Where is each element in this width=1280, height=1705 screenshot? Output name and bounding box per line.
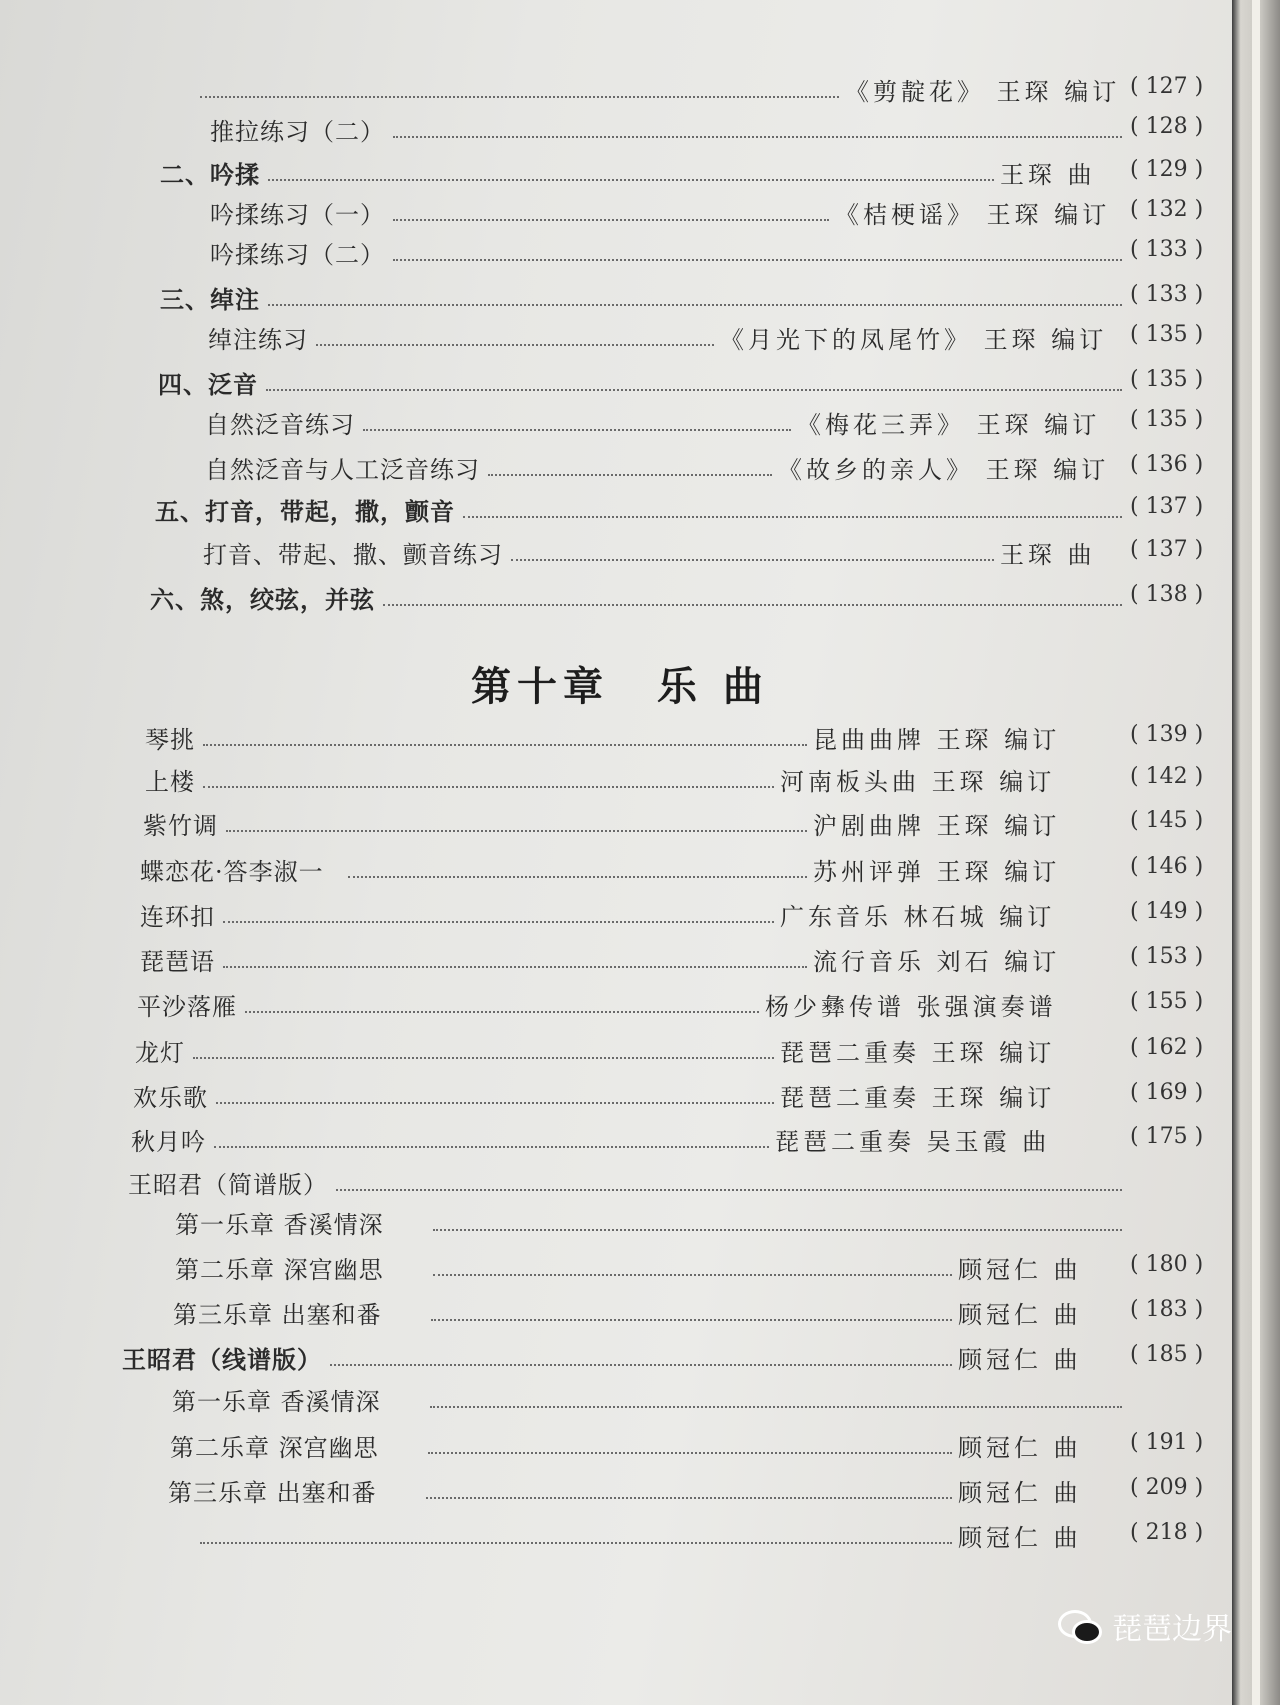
page-number: 191 <box>1145 1430 1188 1455</box>
page-number: 137 <box>1145 537 1188 562</box>
toc-entry <box>0 1473 1240 1515</box>
toc-entry <box>0 1205 1240 1247</box>
toc-entry-title: 琵琶语 <box>140 948 215 976</box>
toc-entry-page: ( 139 ) <box>1130 722 1204 747</box>
toc-entry-title: 第二乐章 深宫幽思 <box>175 1256 384 1284</box>
toc-entry-title: 六、煞，绞弦，并弦 <box>150 585 375 614</box>
toc-entry-credit: 王琛 曲 <box>1000 541 1096 569</box>
page-number: 132 <box>1145 197 1188 222</box>
toc-entry <box>0 720 1240 762</box>
toc-entry-page: ( 175 ) <box>1130 1124 1204 1149</box>
toc-entry-title: 自然泛音与人工泛音练习 <box>205 456 480 484</box>
page-number: 136 <box>1145 452 1188 477</box>
leader-dots <box>203 786 774 788</box>
toc-entry-credit: 流行音乐 刘石 编订 <box>813 948 1061 976</box>
toc-entry <box>0 492 1240 534</box>
page-number: 142 <box>1145 764 1188 789</box>
toc-entry-credit: 苏州评弹 王琛 编订 <box>813 858 1061 886</box>
toc-entry <box>0 1518 1240 1560</box>
leader-dots <box>330 1364 952 1366</box>
toc-entry-title: 琴挑 <box>145 726 195 754</box>
leader-dots <box>200 1542 952 1544</box>
toc-entry-page: ( 191 ) <box>1130 1430 1204 1455</box>
page-number: 138 <box>1145 582 1188 607</box>
toc-entry-credit: 顾冠仁 曲 <box>958 1346 1082 1374</box>
toc-entry-credit: 王琛 曲 <box>1000 161 1096 189</box>
leader-dots <box>216 1102 774 1104</box>
toc-entry-title: 五、打音，带起，撒，颤音 <box>155 497 455 526</box>
toc-entry <box>0 1033 1240 1075</box>
toc-entry-credit: 顾冠仁 曲 <box>958 1301 1082 1329</box>
page-number: 218 <box>1145 1520 1188 1545</box>
toc-entry-page: ( 135 ) <box>1130 367 1204 392</box>
toc-entry <box>0 365 1240 407</box>
toc-entry <box>0 942 1240 984</box>
watermark <box>1058 1604 1232 1648</box>
chapter-title: 乐 曲 <box>657 663 769 710</box>
toc-entry-credit: 顾冠仁 曲 <box>958 1256 1082 1284</box>
page-number: 145 <box>1145 808 1188 833</box>
chapter-heading <box>0 655 1240 712</box>
page-number: 209 <box>1145 1475 1188 1500</box>
toc-entry-page: ( 218 ) <box>1130 1520 1204 1545</box>
toc-entry-credit: 《故乡的亲人》 王琛 编订 <box>778 456 1110 484</box>
toc-entry-credit: 广东音乐 林石城 编订 <box>780 903 1056 931</box>
watermark-text: 琵琶边界 <box>1112 1612 1232 1647</box>
toc-entry-credit: 顾冠仁 曲 <box>958 1524 1082 1552</box>
toc-entry <box>0 112 1240 154</box>
toc-entry <box>0 1122 1240 1164</box>
toc-entry-credit: 杨少彝传谱 张强演奏谱 <box>765 993 1057 1021</box>
toc-entry <box>0 1250 1240 1292</box>
toc-entry-page: ( 149 ) <box>1130 899 1204 924</box>
toc-entry <box>0 280 1240 322</box>
toc-entry <box>0 1295 1240 1337</box>
leader-dots <box>223 966 807 968</box>
leader-dots <box>511 559 994 561</box>
toc-entry-page: ( 127 ) <box>1130 74 1204 99</box>
page-number: 133 <box>1145 282 1188 307</box>
leader-dots <box>431 1319 952 1321</box>
toc-entry-credit: 《剪靛花》 王琛 编订 <box>845 78 1121 106</box>
leader-dots <box>214 1146 769 1148</box>
toc-entry-title: 吟揉练习（一） <box>210 201 385 229</box>
leader-dots <box>426 1497 952 1499</box>
leader-dots <box>463 516 1122 518</box>
toc-entry <box>0 1340 1240 1382</box>
leader-dots <box>363 429 791 431</box>
leader-dots <box>268 304 1122 306</box>
toc-entry <box>0 987 1240 1029</box>
toc-entry-title: 龙灯 <box>135 1039 185 1067</box>
toc-entry-page: ( 169 ) <box>1130 1080 1204 1105</box>
toc-entry <box>0 580 1240 622</box>
toc-entry <box>0 1165 1240 1207</box>
toc-entry <box>0 195 1240 237</box>
toc-entry-page: ( 180 ) <box>1130 1252 1204 1277</box>
toc-entry <box>0 852 1240 894</box>
page-number: 137 <box>1145 494 1188 519</box>
toc-entry-title: 第三乐章 出塞和番 <box>173 1301 382 1329</box>
toc-entry-title: 上楼 <box>145 768 195 796</box>
toc-entry-title: 打音、带起、撒、颤音练习 <box>203 541 503 569</box>
toc-entry-credit: 《桔梗谣》 王琛 编订 <box>835 201 1111 229</box>
toc-entry-title: 王昭君（简谱版） <box>128 1171 328 1199</box>
toc-entry-page: ( 162 ) <box>1130 1035 1204 1060</box>
toc-entry <box>0 405 1240 447</box>
toc-entry-title: 第一乐章 香溪情深 <box>172 1388 381 1416</box>
leader-dots <box>430 1406 1122 1408</box>
toc-entry-credit: 琵琶二重奏 王琛 编订 <box>780 1084 1056 1112</box>
toc-entry <box>0 806 1240 848</box>
page-edges <box>1252 0 1260 1705</box>
toc-entry-page: ( 135 ) <box>1130 322 1204 347</box>
toc-entry-title: 推拉练习（二） <box>210 118 385 146</box>
leader-dots <box>433 1274 952 1276</box>
toc-entry <box>0 1382 1240 1424</box>
toc-entry-page: ( 129 ) <box>1130 157 1204 182</box>
toc-entry-page: ( 183 ) <box>1130 1297 1204 1322</box>
toc-entry-title: 二、吟揉 <box>160 160 260 189</box>
page-number: 175 <box>1145 1124 1188 1149</box>
page-number: 155 <box>1145 989 1188 1014</box>
toc-entry-credit: 琵琶二重奏 吴玉霞 曲 <box>775 1128 1051 1156</box>
toc-entry-page: ( 185 ) <box>1130 1342 1204 1367</box>
toc-entry-title: 自然泛音练习 <box>205 411 355 439</box>
toc-entry <box>0 450 1240 492</box>
leader-dots <box>266 389 1122 391</box>
page-number: 135 <box>1145 367 1188 392</box>
page-number: 153 <box>1145 944 1188 969</box>
toc-entry-page: ( 146 ) <box>1130 854 1204 879</box>
toc-entry-title: 四、泛音 <box>158 370 258 399</box>
toc-entry <box>0 897 1240 939</box>
wechat-icon <box>1058 1608 1102 1644</box>
toc-entry-credit: 《梅花三弄》 王琛 编订 <box>797 411 1101 439</box>
page-number: 128 <box>1145 114 1188 139</box>
page-number: 185 <box>1145 1342 1188 1367</box>
page-number: 129 <box>1145 157 1188 182</box>
toc-entry-title: 连环扣 <box>140 903 215 931</box>
toc-entry-title: 紫竹调 <box>143 812 218 840</box>
toc-entry-title: 吟揉练习（二） <box>210 241 385 269</box>
toc-entry-title: 第三乐章 出塞和番 <box>168 1479 377 1507</box>
toc-entry-credit: 琵琶二重奏 王琛 编订 <box>780 1039 1056 1067</box>
toc-entry-page: ( 138 ) <box>1130 582 1204 607</box>
toc-entry-page: ( 155 ) <box>1130 989 1204 1014</box>
chapter-label: 第十章 <box>471 663 610 710</box>
page-number: 183 <box>1145 1297 1188 1322</box>
leader-dots <box>428 1452 952 1454</box>
leader-dots <box>393 219 829 221</box>
toc-entry-page: ( 209 ) <box>1130 1475 1204 1500</box>
toc-entry-title: 秋月吟 <box>131 1128 206 1156</box>
toc-entry-credit: 沪剧曲牌 王琛 编订 <box>813 812 1061 840</box>
leader-dots <box>433 1229 1122 1231</box>
toc-entry <box>0 762 1240 804</box>
toc-entry <box>0 1428 1240 1470</box>
leader-dots <box>200 96 839 98</box>
toc-entry-page: ( 135 ) <box>1130 407 1204 432</box>
toc-entry-credit: 昆曲曲牌 王琛 编订 <box>813 726 1061 754</box>
page-number: 149 <box>1145 899 1188 924</box>
leader-dots <box>226 830 807 832</box>
toc-entry-page: ( 128 ) <box>1130 114 1204 139</box>
toc-entry <box>0 1078 1240 1120</box>
leader-dots <box>348 876 807 878</box>
toc-entry-title: 平沙落雁 <box>137 993 237 1021</box>
toc-entry-page: ( 153 ) <box>1130 944 1204 969</box>
toc-entry <box>0 320 1240 362</box>
page-number: 133 <box>1145 237 1188 262</box>
toc-entry-page: ( 137 ) <box>1130 537 1204 562</box>
toc-entry-page: ( 145 ) <box>1130 808 1204 833</box>
page-number: 169 <box>1145 1080 1188 1105</box>
toc-entry-page: ( 132 ) <box>1130 197 1204 222</box>
toc-entry-page: ( 133 ) <box>1130 237 1204 262</box>
leader-dots <box>336 1189 1122 1191</box>
leader-dots <box>393 259 1122 261</box>
toc-entry-title: 第一乐章 香溪情深 <box>175 1211 384 1239</box>
leader-dots <box>203 744 807 746</box>
toc-entry-credit: 顾冠仁 曲 <box>958 1434 1082 1462</box>
toc-entry-title: 绰注练习 <box>208 326 308 354</box>
leader-dots <box>223 921 774 923</box>
leader-dots <box>488 474 772 476</box>
toc-entry-page: ( 142 ) <box>1130 764 1204 789</box>
toc-entry-page: ( 137 ) <box>1130 494 1204 519</box>
toc-entry-credit: 《月光下的凤尾竹》 王琛 编订 <box>720 326 1108 354</box>
toc-entry-credit: 河南板头曲 王琛 编订 <box>780 768 1056 796</box>
toc-entry <box>0 535 1240 577</box>
page-number: 146 <box>1145 854 1188 879</box>
toc-entry-title: 三、绰注 <box>160 285 260 314</box>
toc-entry-page: ( 136 ) <box>1130 452 1204 477</box>
leader-dots <box>193 1057 774 1059</box>
toc-entry-page: ( 133 ) <box>1130 282 1204 307</box>
page-number: 180 <box>1145 1252 1188 1277</box>
toc-entry <box>0 72 1240 114</box>
leader-dots <box>316 344 714 346</box>
toc-entry-title: 蝶恋花·答李淑一 <box>140 858 324 886</box>
toc-entry-title: 王昭君（线谱版） <box>122 1345 322 1374</box>
leader-dots <box>268 179 994 181</box>
leader-dots <box>245 1011 759 1013</box>
page-number: 127 <box>1145 74 1188 99</box>
page-number: 162 <box>1145 1035 1188 1060</box>
page-number: 139 <box>1145 722 1188 747</box>
toc-entry <box>0 155 1240 197</box>
toc-entry-title: 第二乐章 深宫幽思 <box>170 1434 379 1462</box>
page-number: 135 <box>1145 322 1188 347</box>
leader-dots <box>393 136 1122 138</box>
toc-entry-credit: 顾冠仁 曲 <box>958 1479 1082 1507</box>
toc-entry-title: 欢乐歌 <box>133 1084 208 1112</box>
page-number: 135 <box>1145 407 1188 432</box>
toc-entry <box>0 235 1240 277</box>
leader-dots <box>383 604 1122 606</box>
